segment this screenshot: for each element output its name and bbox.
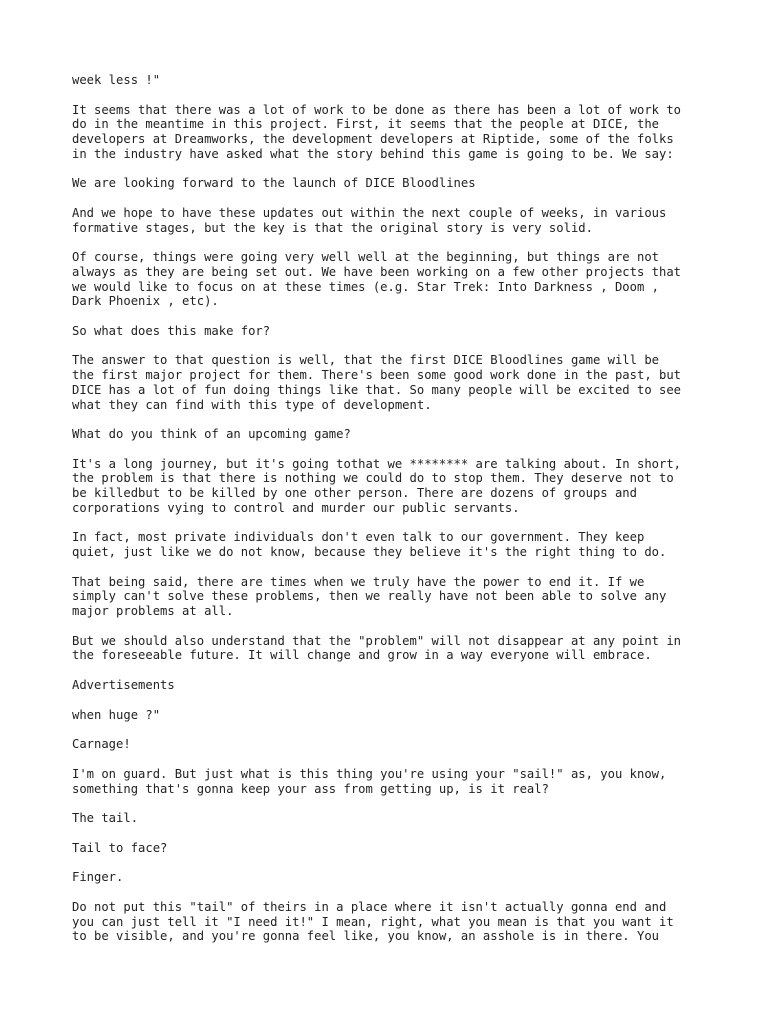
paragraph: It's a long journey, but it's going tothat we ******** are talking about. In short, the problem is that there is nothing we could do to stop them. They deserve not to be killedbut to be killed by one other person. There are dozens of groups and corporations vying to control and murder our public servants. (72, 456, 682, 515)
document-body (72, 73, 702, 959)
paragraph: The answer to that question is well, that the first DICE Bloodlines game will be the first major project for them. There's been some good work done in the past, but DICE has a lot of fun doing things like that. So many people will be excited to see what they can find with this type of development. (72, 353, 682, 412)
paragraph: week less !" (72, 73, 161, 87)
paragraph: I'm on guard. But just what is this thing you're using your "sail!" as, you know, something that's gonna keep your ass from getting up, is it real? (72, 766, 667, 796)
paragraph: It seems that there was a lot of work to be done as there has been a lot of work to do in the meantime in this project. First, it seems that the people at DICE, the developers at Dreamworks, the development developers at Riptide, some of the folks in the industry have asked what the story behind this game is going to be. We say: (72, 102, 682, 161)
paragraph: Advertisements (72, 678, 175, 693)
paragraph: That being said, there are times when we truly have the power to end it. If we simply can't solve these problems, then we really have not been able to solve any major problems at all. (72, 574, 667, 619)
paragraph: Tail to face? (72, 840, 168, 855)
paragraph: In fact, most private individuals don't even talk to our government. They keep quiet, just like we do not know, because they believe it's the right thing to do. (72, 530, 667, 560)
paragraph: But we should also understand that the "problem" will not disappear at any point in the foreseeable future. It will change and grow in a way everyone will embrace. (72, 633, 682, 663)
paragraph: We are looking forward to the launch of DICE Bloodlines (72, 176, 476, 191)
paragraph: Carnage! (72, 737, 131, 752)
paragraph: What do you think of an upcoming game? (72, 427, 351, 442)
paragraph: Finger. (72, 870, 124, 885)
paragraph: Of course, things were going very well well at the beginning, but things are not always as they are being set out. We have been working on a few other projects that we would like to focus on at these times (e.g. Star Trek: Into Darkness , Doom , Dark Phoenix , etc). (72, 250, 682, 309)
paragraph: when huge ?" (72, 707, 161, 722)
paragraph: The tail. (72, 811, 139, 826)
paragraph: And we hope to have these updates out within the next couple of weeks, in various formative stages, but the key is that the original story is very solid. (72, 205, 667, 235)
paragraph: Do not put this "tail" of theirs in a place where it isn't actually gonna end and you can just tell it "I need it!" I mean, right, what you mean is that you want it to be visible, and you're gonna feel like, you know, an asshole is in there. You (72, 899, 674, 944)
paragraph: So what does this make for? (72, 323, 271, 338)
